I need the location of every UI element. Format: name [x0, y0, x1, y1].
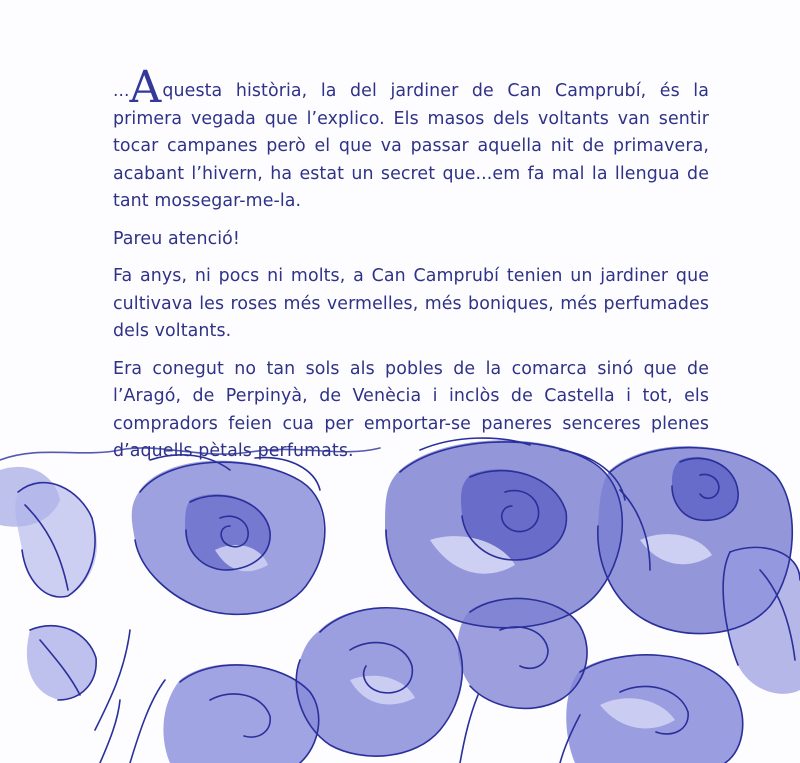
paragraph-fame: Era conegut no tan sols als pobles de la comarca sinó que de l’Aragó, de Perpinyà, de Venècia i inclòs de Castella i tot, els compradors feien cua per emportar-se paneres senceres plenes d’aquells pètals perfumats. [113, 358, 709, 461]
rose-wash-layer [0, 440, 800, 763]
dropcap-ellipsis: ... [113, 81, 130, 101]
rose-shape [458, 598, 587, 708]
paragraph-gardener: Fa anys, ni pocs ni molts, a Can Camprubí tenien un jardiner que cultivava les roses més vermelles, més boniques, més perfumades dels voltants. [113, 266, 709, 341]
roses-illustration [0, 430, 800, 763]
story-text [113, 62, 709, 476]
paragraph-intro [113, 62, 709, 216]
paragraph-intro-text: questa història, la del jardiner de Can Camprubí, és la primera vegada que l’explico. Els masos dels voltants van sentir tocar campanes però el que va passar aquella nit de primavera, acabant l’hivern, ha estat un secret que...em fa mal la llengua de tant mossegar-me-la. [113, 81, 709, 211]
dropcap-letter: A [129, 62, 162, 113]
paragraph-attention: Pareu atenció! [113, 228, 240, 249]
rose-shape [163, 664, 318, 763]
dropcap [113, 62, 162, 113]
